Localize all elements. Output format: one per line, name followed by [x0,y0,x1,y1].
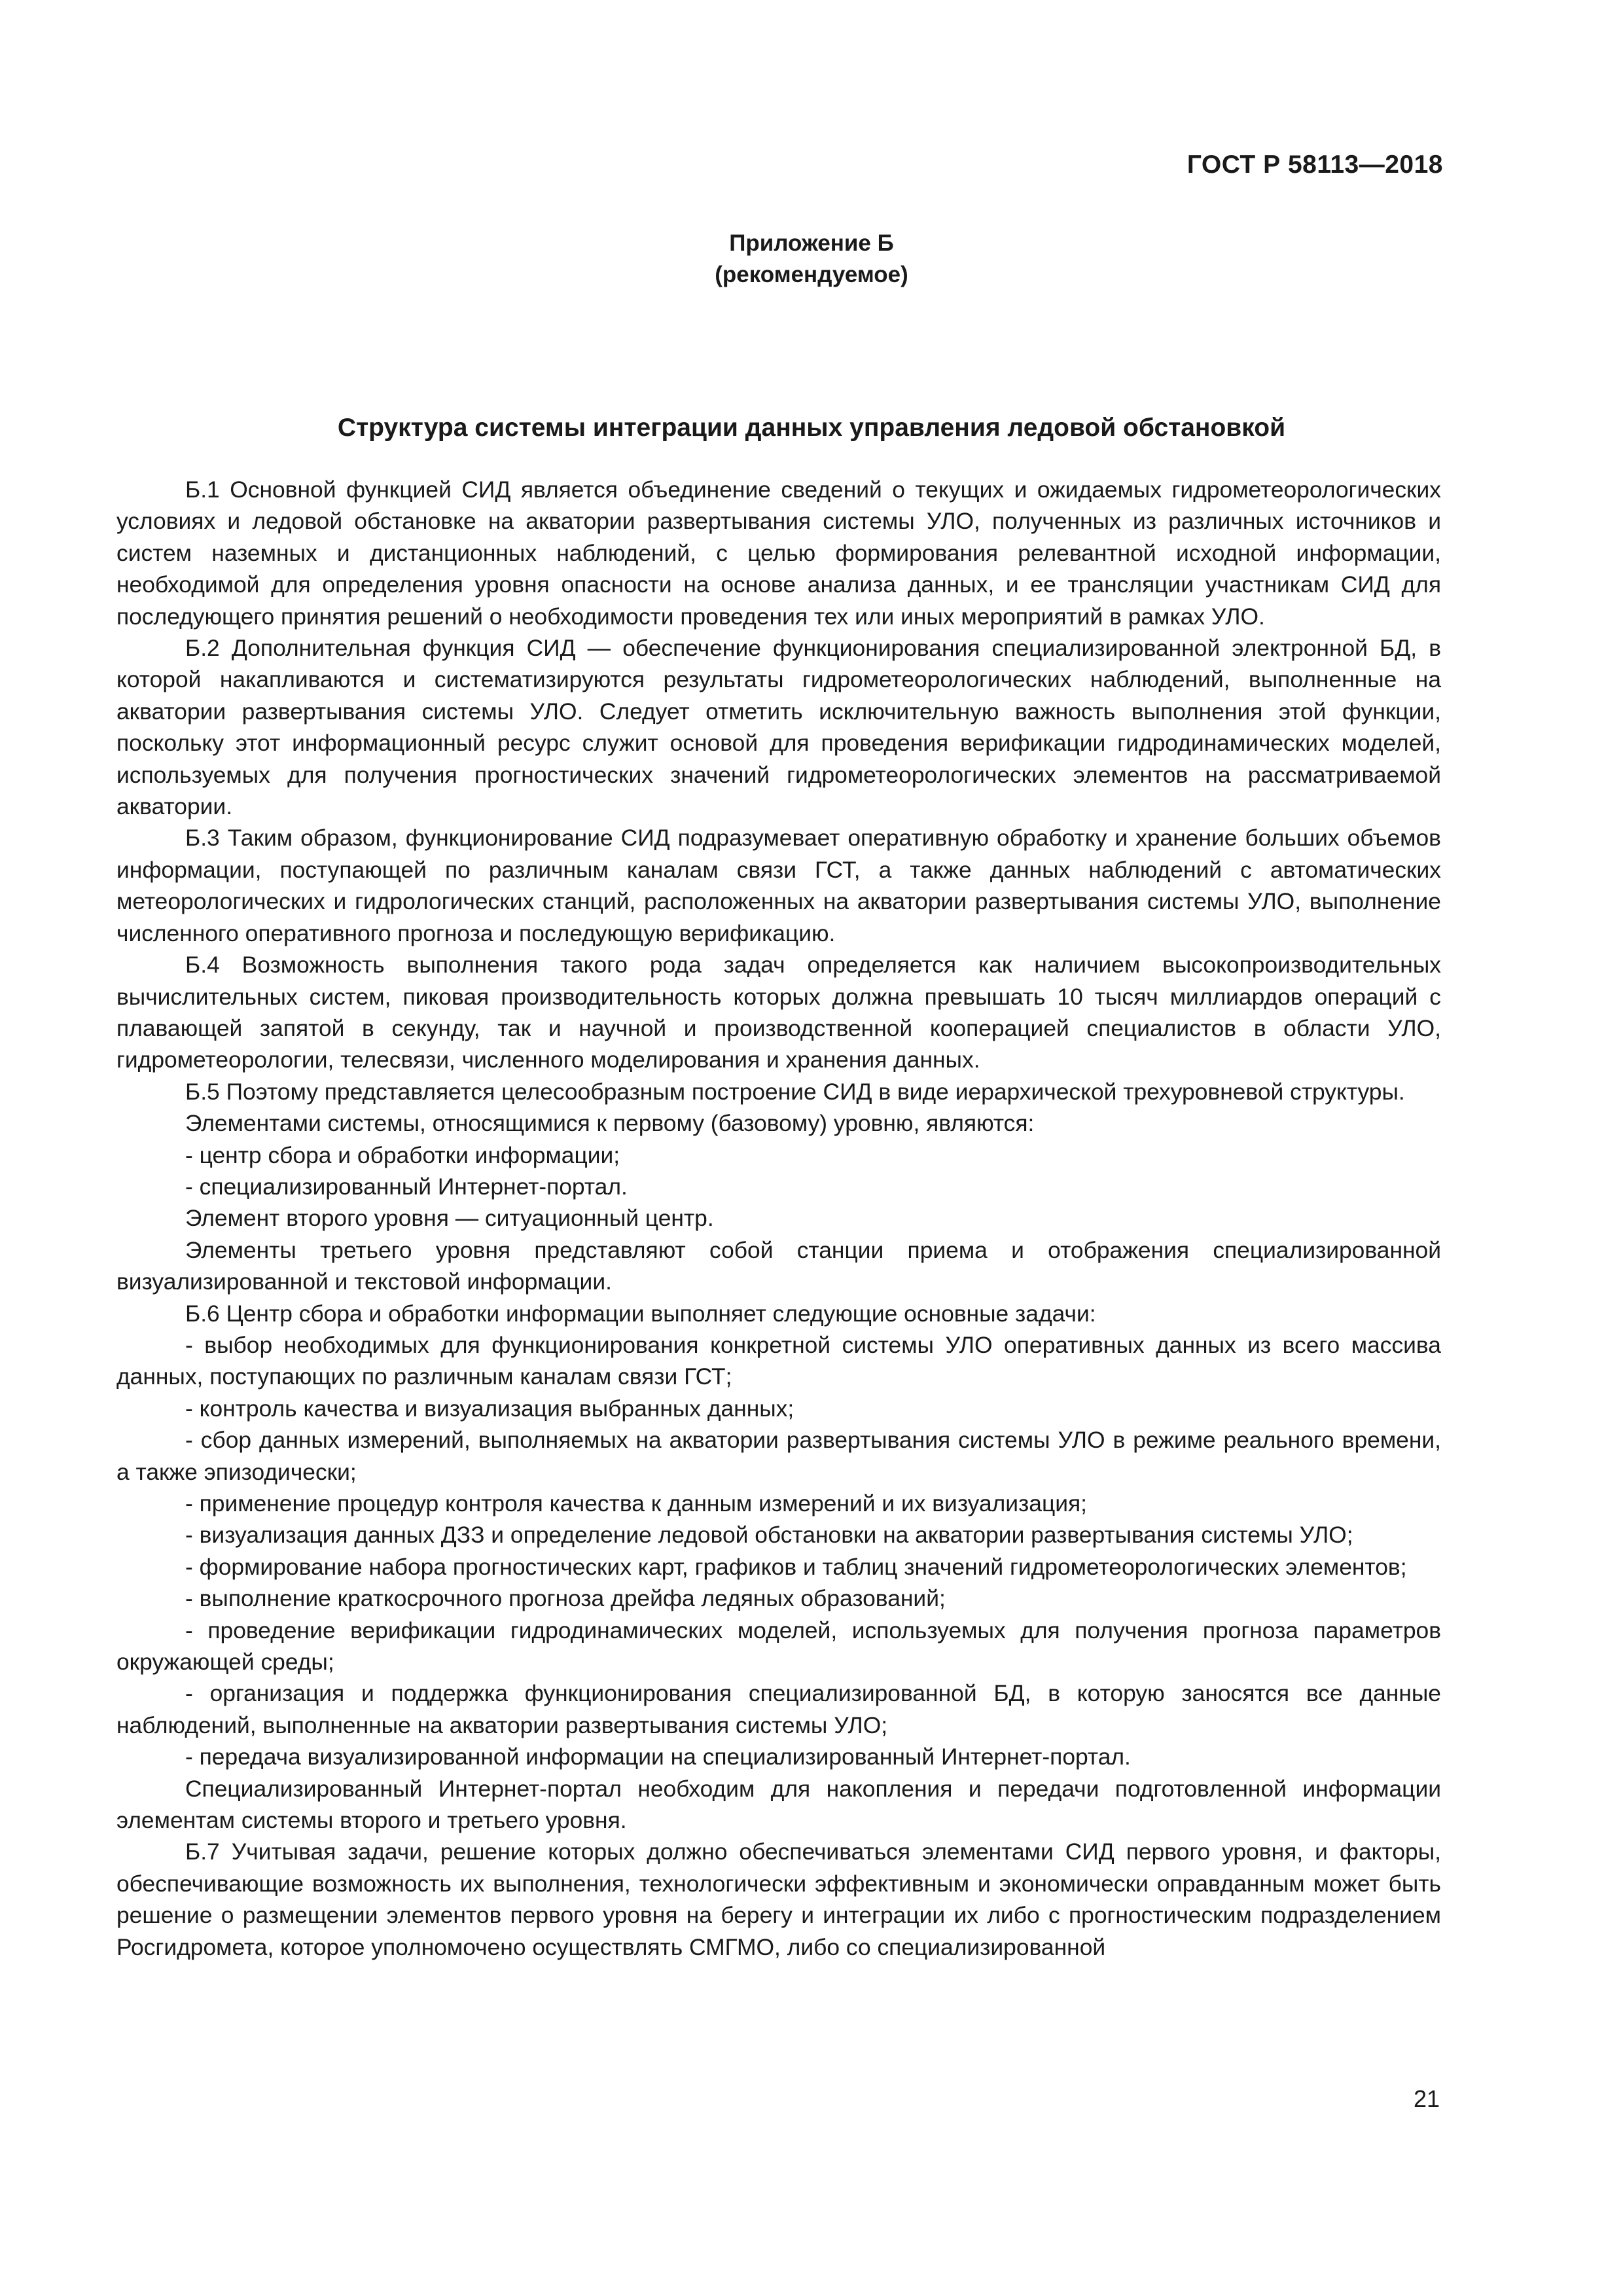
paragraph: Элемент второго уровня — ситуационный центр. [185,1205,714,1232]
list-item: - выбор необходимых для функционирования конкретной системы УЛО оперативных данных из всего массива данных, поступающих по различным каналам связи ГСТ; [116,1331,1441,1390]
paragraph-b4: Б.4 Возможность выполнения такого рода задач определяется как наличием высокопроизводительных вычислительных систем, пиковая производительность которых должна превышать 10 тысяч миллиардов операций с плавающей запятой в секунду, так и научной и производственной кооперацией специалистов в области УЛО, гидрометеорологии, телесвязи, численного моделирования и хранения данных. [116,952,1441,1073]
paragraph: Элементами системы, относящимися к первому (базовому) уровню, являются: [185,1110,1035,1137]
paragraph-b3: Б.3 Таким образом, функционирование СИД подразумевает оперативную обработку и хранение больших объемов информации, поступающей по различным каналам связи ГСТ, а также данных наблюдений с автоматических метеорологических и гидрологических станций, расположенных на акватории развертывания системы УЛО, выполнение численного оперативного прогноза и последующую верификацию. [116,825,1441,946]
document-code: ГОСТ Р 58113—2018 [1186,151,1443,179]
list-item: - контроль качества и визуализация выбранных данных; [185,1395,794,1422]
paragraph: Специализированный Интернет-портал необходим для накопления и передачи подготовленной информации элементам системы второго и третьего уровня. [116,1775,1441,1834]
paragraph-b6: Б.6 Центр сбора и обработки информации выполняет следующие основные задачи: [185,1300,1096,1327]
list-item: - сбор данных измерений, выполняемых на акватории развертывания системы УЛО в режиме реального времени, а также эпизодически; [116,1427,1441,1485]
paragraph-b2: Б.2 Дополнительная функция СИД — обеспечение функционирования специализированной электронной БД, в которой накапливаются и систематизируются результаты гидрометеорологических наблюдений, выполненные на акватории развертывания системы УЛО. Следует отметить исключительную важность выполнения этой функции, поскольку этот информационный ресурс служит основой для проведения верификации гидродинамических моделей, используемых для получения прогностических значений гидрометеорологических элементов на рассматриваемой акватории. [116,635,1441,820]
list-item: - специализированный Интернет-портал. [185,1173,628,1200]
body-text [116,474,1441,1963]
list-item: - проведение верификации гидродинамических моделей, используемых для получения прогноза параметров окружающей среды; [116,1617,1441,1676]
appendix-title: Приложение Б [729,230,894,256]
paragraph-b5: Б.5 Поэтому представляется целесообразным построение СИД в виде иерархической трехуровневой структуры. [185,1078,1405,1105]
list-item: - выполнение краткосрочного прогноза дрейфа ледяных образований; [185,1585,946,1612]
list-item: - организация и поддержка функционирования специализированной БД, в которую заносятся все данные наблюдений, выполненные на акватории развертывания системы УЛО; [116,1680,1441,1738]
list-item: - применение процедур контроля качества к данным измерений и их визуализация; [185,1490,1088,1516]
list-item: - передача визуализированной информации на специализированный Интернет-портал. [185,1744,1131,1770]
appendix-heading [0,228,1623,291]
list-item: - визуализация данных ДЗЗ и определение ледовой обстановки на акватории развертывания системы УЛО; [185,1522,1353,1549]
paragraph-b1: Б.1 Основной функцией СИД является объединение сведений о текущих и ожидаемых гидрометеорологических условиях и ледовой обстановке на акватории развертывания системы УЛО, полученных из различных источников и систем наземных и дистанционных наблюдений, с целью формирования релевантной исходной информации, необходимой для определения уровня опасности на основе анализа данных, и ее трансляции участникам СИД для последующего принятия решений о необходимости проведения тех или иных мероприятий в рамках УЛО. [116,476,1441,630]
paragraph: Элементы третьего уровня представляют собой станции приема и отображения специализированной визуализированной и текстовой информации. [116,1236,1441,1295]
list-item: - формирование набора прогностических карт, графиков и таблиц значений гидрометеорологических элементов; [185,1553,1407,1580]
appendix-subtitle: (рекомендуемое) [715,262,908,287]
list-item: - центр сбора и обработки информации; [185,1141,620,1168]
section-title: Структура системы интеграции данных управления ледовой обстановкой [337,414,1286,442]
paragraph-b7: Б.7 Учитывая задачи, решение которых должно обеспечиваться элементами СИД первого уровня, и факторы, обеспечивающие возможность их выполнения, технологически эффективным и экономически оправданным может быть решение о размещении элементов первого уровня на берегу и интеграции их либо с прогностическим подразделением Росгидромета, которое уполномочено осуществлять СМГМО, либо со специализированной [116,1839,1441,1960]
page-number: 21 [1413,2085,1440,2112]
